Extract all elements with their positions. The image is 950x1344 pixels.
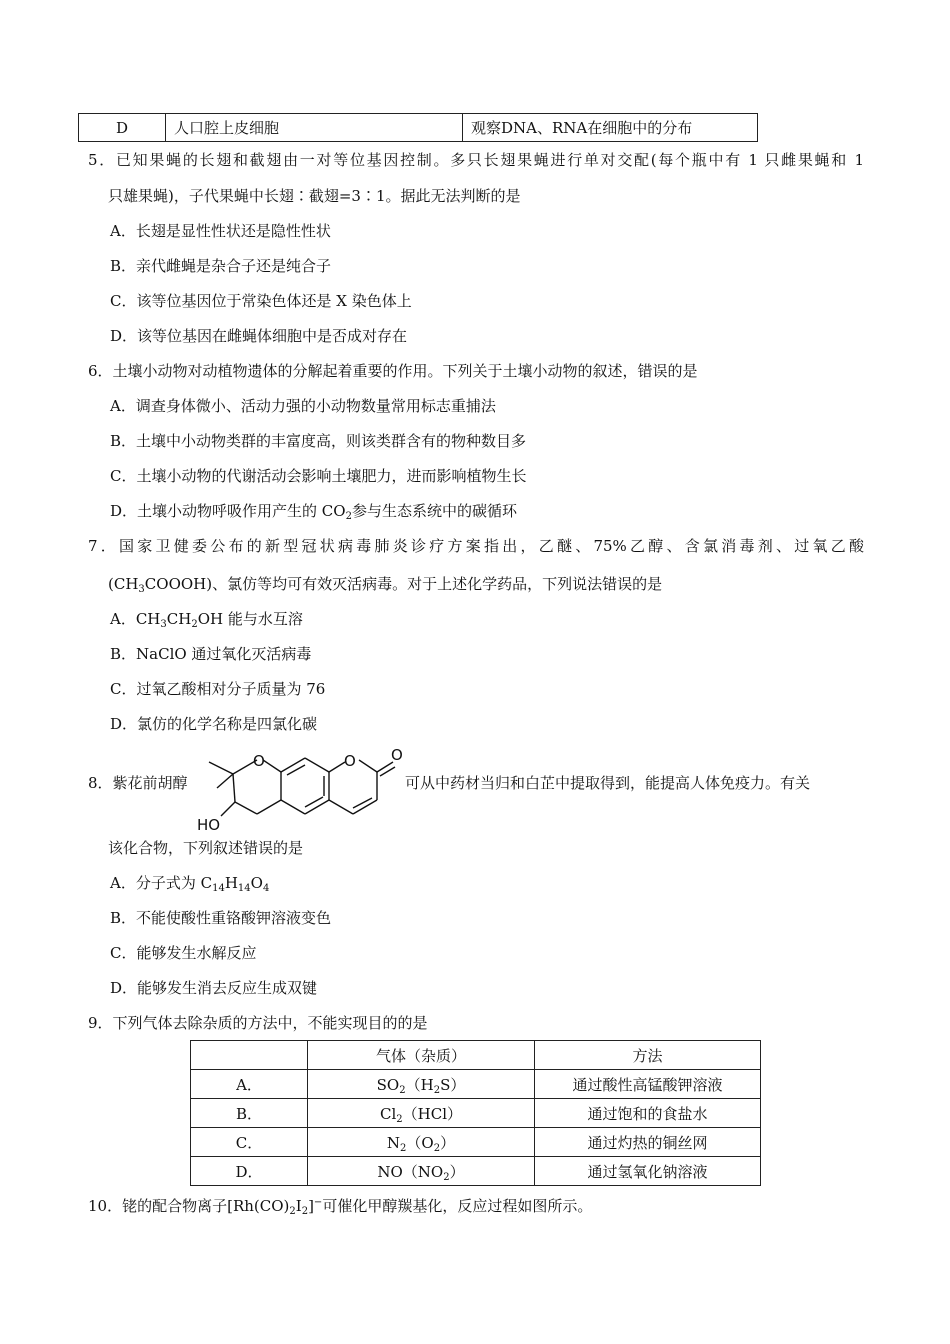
table-cell: 观察DNA、RNA在细胞中的分布	[463, 114, 758, 142]
gas-cell: $Cl_2(HCl)$	[308, 1099, 535, 1128]
q7-option-c: C．过氧乙酸相对分子质量为 76	[110, 680, 326, 698]
row-label: B．	[191, 1099, 308, 1128]
mol-atom-label: O	[391, 746, 403, 764]
bond	[353, 798, 372, 808]
bond	[209, 762, 233, 774]
q8-stem-line2: 该化合物，下列叙述错误的是	[108, 839, 304, 857]
q8-option-c: C．能够发生水解反应	[110, 944, 257, 962]
row-label: D．	[191, 1157, 308, 1186]
table-header-cell	[191, 1041, 308, 1070]
row-label: C．	[191, 1128, 308, 1157]
q8-option-b: B．不能使酸性重铬酸钾溶液变色	[110, 909, 332, 927]
q8-stem-tail: 可从中药材当归和白芷中提取得到，能提高人体免疫力。有关	[405, 774, 811, 792]
method-cell: 通过饱和的食盐水	[535, 1099, 761, 1128]
method-cell: 通过灼热的铜丝网	[535, 1128, 761, 1157]
q8-option-d: D．能够发生消去反应生成双键	[110, 979, 318, 997]
q6-option-a: A．调查身体微小、活动力强的小动物数量常用标志重捕法	[110, 397, 496, 415]
mol-atom-label: O	[253, 752, 265, 770]
bond	[217, 774, 233, 788]
table-row	[191, 1128, 761, 1157]
mol-atom-label: HO	[197, 816, 221, 834]
table-row	[191, 1099, 761, 1128]
bond	[235, 802, 257, 814]
gas-impurity-table	[190, 1040, 761, 1186]
q9-stem: 9．下列气体去除杂质的方法中，不能实现目的的是	[88, 1014, 428, 1032]
table-header-cell: 方法	[535, 1041, 761, 1070]
q10-stem: 10．铑的配合物离子$[Rh(CO)_2I_2]^-$可催化甲醇羰基化，反应过程如图所示。	[88, 1197, 593, 1217]
q6-option-b: B．土壤中小动物类群的丰富度高，则该类群含有的物种数目多	[110, 432, 527, 450]
bond	[359, 760, 377, 772]
bond	[305, 758, 329, 772]
table-row	[191, 1157, 761, 1186]
q7-stem-line1: 7．国家卫健委公布的新型冠状病毒肺炎诊疗方案指出，乙醚、75%乙醇、含氯消毒剂、过氧乙酸	[88, 537, 864, 555]
q7-option-a: A．$CH_3CH_2OH$ 能与水互溶	[110, 610, 303, 630]
molecule-structure	[195, 744, 405, 840]
bond	[233, 774, 235, 802]
q7-option-d: D．氯仿的化学名称是四氯化碳	[110, 715, 318, 733]
method-cell: 通过氢氧化钠溶液	[535, 1157, 761, 1186]
q6-option-c: C．土壤小动物的代谢活动会影响土壤肥力，进而影响植物生长	[110, 467, 527, 485]
gas-cell: $N_2(O_2)$	[308, 1128, 535, 1157]
row-label: A．	[191, 1070, 308, 1099]
bond	[221, 802, 235, 816]
bond	[305, 800, 329, 814]
q5-stem-line2: 只雄果蝇)，子代果蝇中长翅∶截翅=3∶1。据此无法判断的是	[108, 187, 521, 205]
q5-option-a: A．长翅是显性性状还是隐性性状	[110, 222, 331, 240]
table-header-cell: 气体（杂质）	[308, 1041, 535, 1070]
table-header-row	[191, 1041, 761, 1070]
experiment-table-fragment	[78, 113, 758, 142]
bond	[263, 760, 281, 772]
mol-atom-label: O	[344, 752, 356, 770]
method-cell: 通过酸性高锰酸钾溶液	[535, 1070, 761, 1099]
q5-option-c: C．该等位基因位于常染色体还是 X 染色体上	[110, 292, 412, 310]
q6-option-d: D．土壤小动物呼吸作用产生的 $CO_2$参与生态系统中的碳循环	[110, 502, 517, 522]
q5-option-d: D．该等位基因在雌蝇体细胞中是否成对存在	[110, 327, 408, 345]
table-row	[191, 1070, 761, 1099]
q8-option-a: A．分子式为 $C_{14}H_{14}O_4$	[110, 874, 270, 894]
gas-cell: $SO_2(H_2S)$	[308, 1070, 535, 1099]
q7-option-b: B．NaClO 通过氧化灭活病毒	[110, 645, 312, 663]
table-cell: 人口腔上皮细胞	[166, 114, 463, 142]
q7-stem-line2: $(CH_3COOOH)$、氯仿等均可有效灭活病毒。对于上述化学药品，下列说法错误的是	[108, 575, 663, 595]
q5-stem-line1: 5．已知果蝇的长翅和截翅由一对等位基因控制。多只长翅果蝇进行单对交配(每个瓶中有 1 只雌果蝇和 1	[88, 151, 864, 169]
bond	[281, 758, 305, 772]
q6-stem: 6．土壤小动物对动植物遗体的分解起着重要的作用。下列关于土壤小动物的叙述，错误的是	[88, 362, 698, 380]
bond	[257, 800, 281, 814]
bond	[281, 800, 305, 814]
q5-option-b: B．亲代雌蝇是杂合子还是纯合子	[110, 257, 332, 275]
gas-cell: $NO(NO_2)$	[308, 1157, 535, 1186]
bond	[329, 800, 353, 814]
bond	[329, 762, 345, 772]
table-row	[79, 114, 758, 142]
q8-stem-lead: 8．紫花前胡醇	[88, 774, 188, 792]
table-cell: D	[79, 114, 166, 142]
